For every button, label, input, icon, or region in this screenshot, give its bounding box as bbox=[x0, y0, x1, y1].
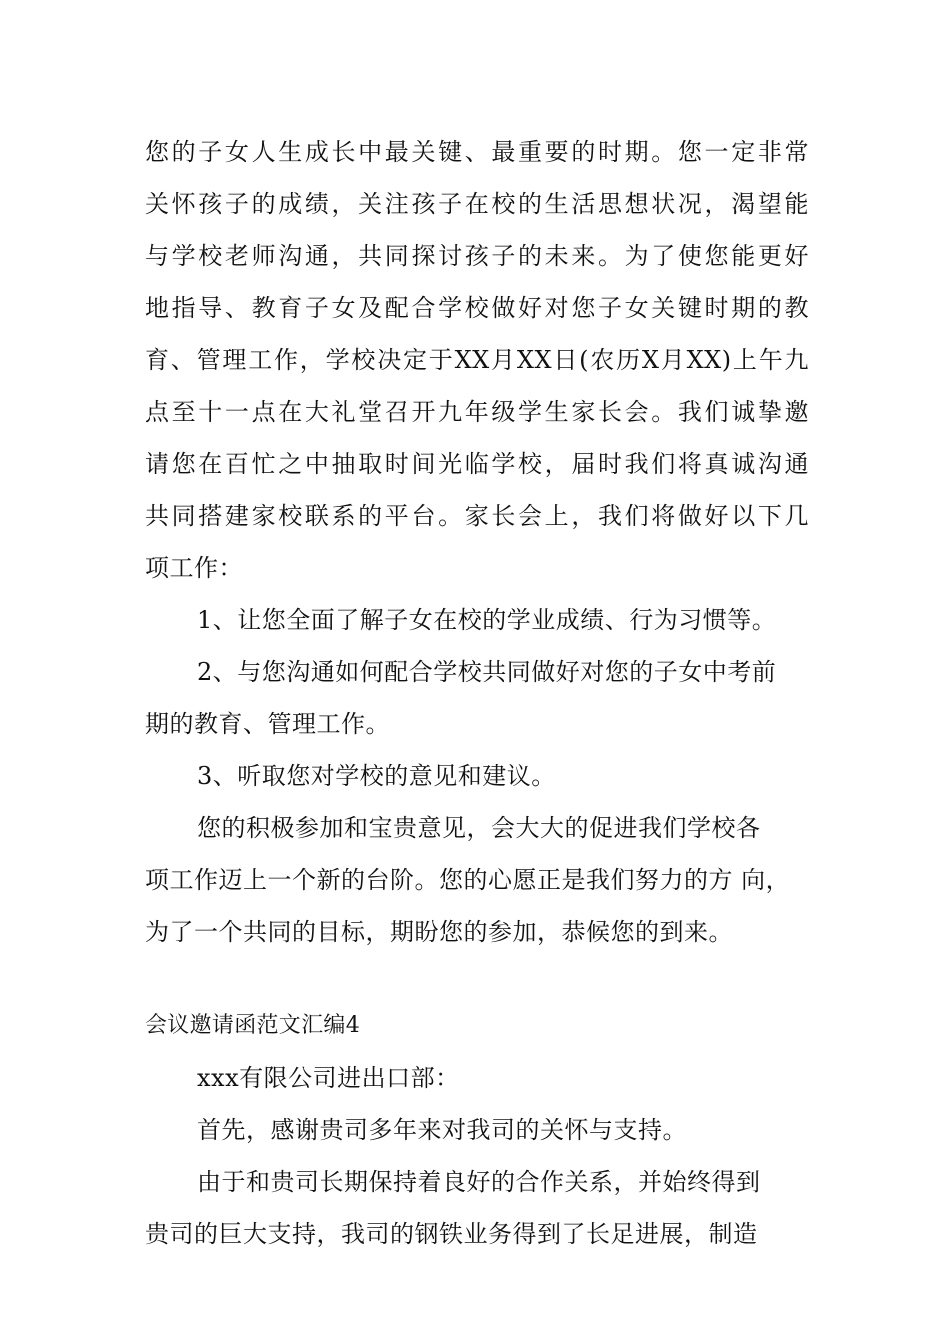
text-line: 由于和贵司长期保持着良好的合作关系，并始终得到 bbox=[197, 1168, 761, 1196]
text-line: 期的教育、管理工作。 bbox=[145, 710, 390, 738]
intro-paragraph bbox=[145, 126, 809, 594]
body-paragraph bbox=[145, 1156, 809, 1260]
text-line: 地指导、教育子女及配合学校做好对您子女关键时期的教 bbox=[145, 294, 809, 322]
list-item-3: 3、听取您对学校的意见和建议。 bbox=[197, 762, 556, 790]
section-heading: 会议邀请函范文汇编4 bbox=[145, 1013, 360, 1038]
list-item-1: 1、让您全面了解子女在校的学业成绩、行为习惯等。 bbox=[197, 606, 777, 634]
text-line: 共同搭建家校联系的平台。家长会上，我们将做好以下几 bbox=[145, 502, 809, 530]
text-line: 您的子女人生成长中最关键、最重要的时期。您一定非常 bbox=[145, 138, 809, 166]
text-line: 请您在百忙之中抽取时间光临学校，届时我们将真诚沟通 bbox=[145, 450, 809, 478]
closing-paragraph bbox=[145, 802, 809, 958]
text-line: 与学校老师沟通，共同探讨孩子的未来。为了使您能更好 bbox=[145, 242, 809, 270]
text-line: 关怀孩子的成绩，关注孩子在校的生活思想状况，渴望能 bbox=[145, 190, 809, 218]
text-line: 项工作： bbox=[145, 554, 243, 582]
section-gap bbox=[145, 958, 809, 1000]
thanks-line: 首先，感谢贵司多年来对我司的关怀与支持。 bbox=[197, 1116, 687, 1144]
text-line: 项工作迈上一个新的台阶。您的心愿正是我们努力的方 向， bbox=[145, 866, 791, 894]
text-line: 育、管理工作，学校决定于XX月XX日(农历X月XX)上午九 bbox=[145, 346, 809, 374]
text-line: 2、与您沟通如何配合学校共同做好对您的子女中考前 bbox=[197, 658, 777, 686]
text-line: 为了一个共同的目标，期盼您的参加，恭候您的到来。 bbox=[145, 918, 733, 946]
text-line: 您的积极参加和宝贵意见，会大大的促进我们学校各 bbox=[197, 814, 761, 842]
document-page bbox=[145, 126, 809, 1260]
list-item-2 bbox=[145, 646, 809, 750]
text-line: 贵司的巨大支持，我司的钢铁业务得到了长足进展，制造 bbox=[145, 1220, 758, 1248]
text-line: 点至十一点在大礼堂召开九年级学生家长会。我们诚挚邀 bbox=[145, 398, 809, 426]
salutation: xxx有限公司进出口部： bbox=[197, 1064, 460, 1092]
